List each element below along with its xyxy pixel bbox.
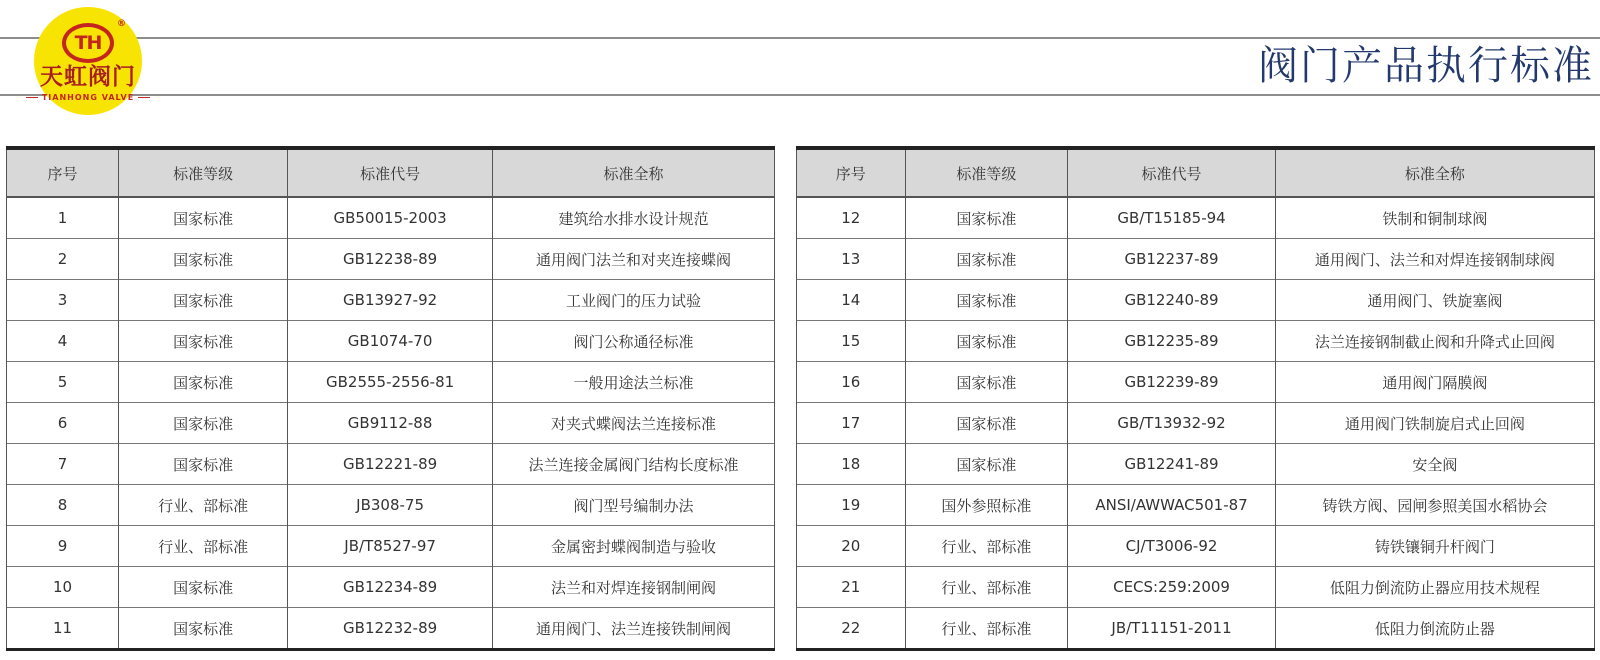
table-cell: 13 [797, 239, 906, 280]
table-cell: 通用阀门、法兰连接铁制闸阀 [493, 608, 775, 650]
table-cell: 法兰和对焊连接钢制闸阀 [493, 567, 775, 608]
table-row [797, 362, 1595, 403]
table-cell: 3 [7, 280, 119, 321]
table-cell: GB1074-70 [288, 321, 493, 362]
company-logo [34, 7, 142, 115]
table-cell: GB50015-2003 [288, 197, 493, 239]
table-cell: GB12240-89 [1068, 280, 1275, 321]
table-cell: 通用阀门铁制旋启式止回阀 [1275, 403, 1594, 444]
table-cell: 国家标准 [119, 567, 288, 608]
table-cell: GB2555-2556-81 [288, 362, 493, 403]
table-cell: 国家标准 [119, 403, 288, 444]
table-cell: 一般用途法兰标准 [493, 362, 775, 403]
table-cell: 国家标准 [905, 403, 1068, 444]
th-monogram-icon: TH [62, 23, 114, 63]
table-cell: 国家标准 [905, 444, 1068, 485]
logo-dash-right [138, 97, 150, 98]
table-row [797, 321, 1595, 362]
table-cell: 阀门公称通径标准 [493, 321, 775, 362]
table-cell: 国家标准 [119, 197, 288, 239]
table-cell: 通用阀门法兰和对夹连接蝶阀 [493, 239, 775, 280]
table-cell: 5 [7, 362, 119, 403]
table-cell: GB/T15185-94 [1068, 197, 1275, 239]
table-cell: 1 [7, 197, 119, 239]
table-cell: 建筑给水排水设计规范 [493, 197, 775, 239]
table-row [7, 526, 775, 567]
table-cell: 铸铁镶铜升杆阀门 [1275, 526, 1594, 567]
table-cell: 国家标准 [119, 444, 288, 485]
table-cell: JB308-75 [288, 485, 493, 526]
table-cell: 行业、部标准 [905, 567, 1068, 608]
table-cell: 国家标准 [905, 362, 1068, 403]
table-cell: GB12232-89 [288, 608, 493, 650]
table-cell: GB12221-89 [288, 444, 493, 485]
column-header: 标准代号 [288, 148, 493, 197]
table-cell: 国家标准 [119, 280, 288, 321]
table-cell: 通用阀门、法兰和对焊连接钢制球阀 [1275, 239, 1594, 280]
table-row [7, 362, 775, 403]
table-cell: GB9112-88 [288, 403, 493, 444]
table-row [7, 280, 775, 321]
table-cell: 行业、部标准 [905, 526, 1068, 567]
table-cell: 2 [7, 239, 119, 280]
table-cell: 国家标准 [119, 321, 288, 362]
logo-emblem [62, 18, 126, 61]
table-row [797, 608, 1595, 650]
table-cell: 17 [797, 403, 906, 444]
table-cell: 18 [797, 444, 906, 485]
table-cell: 低阻力倒流防止器应用技术规程 [1275, 567, 1594, 608]
table-cell: ANSI/AWWAC501-87 [1068, 485, 1275, 526]
table-cell: GB12237-89 [1068, 239, 1275, 280]
table-cell: 22 [797, 608, 906, 650]
header-rule-top [0, 37, 1600, 39]
table-cell: 对夹式蝶阀法兰连接标准 [493, 403, 775, 444]
column-header: 标准全称 [493, 148, 775, 197]
table-cell: 15 [797, 321, 906, 362]
table-cell: GB/T13932-92 [1068, 403, 1275, 444]
logo-company-name-en [26, 93, 150, 102]
table-header-row [797, 148, 1595, 197]
table-row [797, 526, 1595, 567]
table-cell: GB12238-89 [288, 239, 493, 280]
table-cell: GB12235-89 [1068, 321, 1275, 362]
table-cell: 16 [797, 362, 906, 403]
table-cell: 金属密封蝶阀制造与验收 [493, 526, 775, 567]
table-cell: CJ/T3006-92 [1068, 526, 1275, 567]
table-cell: JB/T8527-97 [288, 526, 493, 567]
table-cell: 国外参照标准 [905, 485, 1068, 526]
standards-table [796, 146, 1595, 651]
table-cell: 工业阀门的压力试验 [493, 280, 775, 321]
table-cell: 4 [7, 321, 119, 362]
table-cell: 6 [7, 403, 119, 444]
table-row [7, 239, 775, 280]
header-rule-bottom [0, 94, 1600, 96]
table-cell: 国家标准 [119, 239, 288, 280]
table-row [797, 444, 1595, 485]
table-cell: 7 [7, 444, 119, 485]
table-cell: 国家标准 [905, 280, 1068, 321]
table-cell: 国家标准 [119, 362, 288, 403]
table-cell: 通用阀门隔膜阀 [1275, 362, 1594, 403]
standards-table [6, 146, 775, 651]
column-header: 标准等级 [119, 148, 288, 197]
table-cell: 国家标准 [119, 608, 288, 650]
table-cell: 9 [7, 526, 119, 567]
table-cell: CECS:259:2009 [1068, 567, 1275, 608]
column-header: 标准全称 [1275, 148, 1594, 197]
table-cell: 行业、部标准 [119, 485, 288, 526]
table-row [7, 485, 775, 526]
logo-en-text: TIANHONG VALVE [41, 92, 135, 102]
table-cell: JB/T11151-2011 [1068, 608, 1275, 650]
table-cell: 法兰连接金属阀门结构长度标准 [493, 444, 775, 485]
table-row [7, 403, 775, 444]
table-cell: 安全阀 [1275, 444, 1594, 485]
page-title: 阀门产品执行标准 [1258, 43, 1594, 89]
table-cell: 国家标准 [905, 197, 1068, 239]
tables-area [0, 146, 1600, 651]
table-row [797, 197, 1595, 239]
table-cell: 21 [797, 567, 906, 608]
table-cell: 国家标准 [905, 239, 1068, 280]
registered-trademark-icon: ® [117, 18, 126, 29]
table-row [7, 567, 775, 608]
table-cell: 铸铁方阀、园闸参照美国水稻协会 [1275, 485, 1594, 526]
column-header: 标准代号 [1068, 148, 1275, 197]
table-row [797, 403, 1595, 444]
table-cell: 14 [797, 280, 906, 321]
table-cell: 12 [797, 197, 906, 239]
table-cell: GB13927-92 [288, 280, 493, 321]
table-cell: 低阻力倒流防止器 [1275, 608, 1594, 650]
column-header: 序号 [7, 148, 119, 197]
table-cell: 19 [797, 485, 906, 526]
table-cell: 10 [7, 567, 119, 608]
table-row [797, 567, 1595, 608]
table-cell: 法兰连接钢制截止阀和升降式止回阀 [1275, 321, 1594, 362]
standards-table-left [6, 146, 775, 651]
column-header: 标准等级 [905, 148, 1068, 197]
table-cell: GB12239-89 [1068, 362, 1275, 403]
table-row [7, 197, 775, 239]
table-cell: 行业、部标准 [905, 608, 1068, 650]
table-row [7, 321, 775, 362]
table-cell: 行业、部标准 [119, 526, 288, 567]
table-cell: 国家标准 [905, 321, 1068, 362]
table-row [7, 608, 775, 650]
logo-dash-left [26, 97, 38, 98]
table-cell: 11 [7, 608, 119, 650]
table-cell: 20 [797, 526, 906, 567]
table-cell: GB12241-89 [1068, 444, 1275, 485]
logo-company-name-cn: 天虹阀门 [40, 63, 136, 90]
table-row [797, 280, 1595, 321]
table-cell: 通用阀门、铁旋塞阀 [1275, 280, 1594, 321]
table-cell: 铁制和铜制球阀 [1275, 197, 1594, 239]
table-cell: 阀门型号编制办法 [493, 485, 775, 526]
standards-table-right [796, 146, 1595, 651]
table-row [797, 239, 1595, 280]
column-header: 序号 [797, 148, 906, 197]
table-row [7, 444, 775, 485]
table-row [797, 485, 1595, 526]
table-header-row [7, 148, 775, 197]
table-cell: 8 [7, 485, 119, 526]
table-cell: GB12234-89 [288, 567, 493, 608]
